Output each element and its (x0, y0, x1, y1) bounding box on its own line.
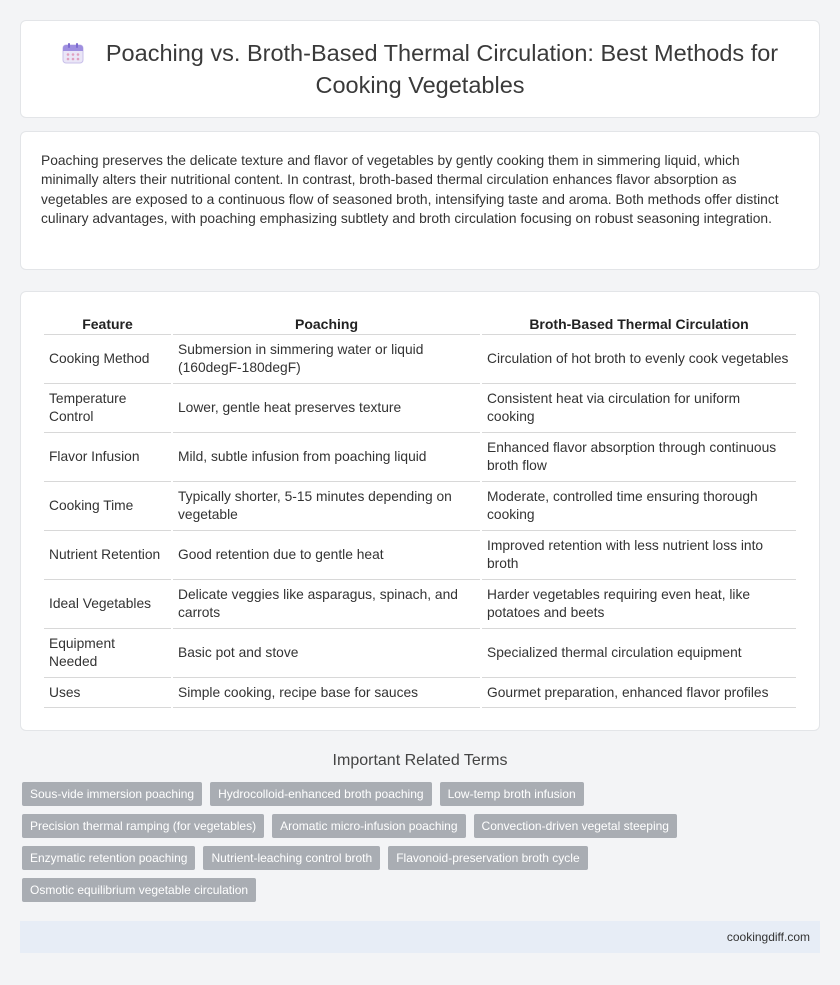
page-title (61, 39, 779, 100)
comparison-table (42, 315, 798, 708)
poaching-cell: Good retention due to gentle heat (173, 531, 480, 580)
related-tag[interactable]: Enzymatic retention poaching (22, 846, 195, 870)
poaching-cell: Submersion in simmering water or liquid (160degF-180degF) (173, 335, 480, 384)
related-tag[interactable]: Convection-driven vegetal steeping (474, 814, 677, 838)
page-title-text: Poaching vs. Broth-Based Thermal Circulation: Best Methods for Cooking Vegetables (105, 39, 779, 98)
broth-cell: Circulation of hot broth to evenly cook vegetables (482, 335, 796, 384)
feature-cell: Nutrient Retention (44, 531, 171, 580)
header-poaching: Poaching (173, 315, 480, 335)
table-row (44, 629, 796, 678)
related-tag[interactable]: Sous-vide immersion poaching (22, 782, 202, 806)
table-row (44, 384, 796, 433)
broth-cell: Consistent heat via circulation for uniform cooking (482, 384, 796, 433)
feature-cell: Flavor Infusion (44, 433, 171, 482)
poaching-cell: Mild, subtle infusion from poaching liquid (173, 433, 480, 482)
header-broth: Broth-Based Thermal Circulation (482, 315, 796, 335)
broth-cell: Gourmet preparation, enhanced flavor profiles (482, 678, 796, 708)
broth-cell: Moderate, controlled time ensuring thorough cooking (482, 482, 796, 531)
related-tag[interactable]: Nutrient-leaching control broth (203, 846, 380, 870)
broth-cell: Specialized thermal circulation equipment (482, 629, 796, 678)
feature-cell: Ideal Vegetables (44, 580, 171, 629)
feature-cell: Temperature Control (44, 384, 171, 433)
calendar-icon (62, 42, 84, 71)
related-tag[interactable]: Hydrocolloid-enhanced broth poaching (210, 782, 431, 806)
header-feature: Feature (44, 315, 171, 335)
related-tag[interactable]: Aromatic micro-infusion poaching (272, 814, 465, 838)
poaching-cell: Simple cooking, recipe base for sauces (173, 678, 480, 708)
table-row (44, 580, 796, 629)
title-card (20, 20, 820, 118)
related-tag[interactable]: Flavonoid-preservation broth cycle (388, 846, 587, 870)
table-header-row (44, 315, 796, 335)
intro-paragraph: Poaching preserves the delicate texture and flavor of vegetables by gently cooking them in simmering liquid, which minimally alters their nutritional content. In contrast, broth-based thermal circulation enhances flavor absorption as vegetables are exposed to a continuous flow of seasoned broth, intensifying taste and aroma. Both methods offer distinct culinary advantages, with poaching emphasizing subtlety and broth circulation focusing on robust seasoning integration. (41, 153, 779, 227)
related-terms-list (22, 782, 822, 902)
footer-site-link[interactable]: cookingdiff.com (726, 930, 810, 944)
related-terms-title: Important Related Terms (332, 752, 508, 769)
broth-cell: Improved retention with less nutrient loss into broth (482, 531, 796, 580)
feature-cell: Cooking Time (44, 482, 171, 531)
related-tag[interactable]: Low-temp broth infusion (440, 782, 584, 806)
related-tag[interactable]: Precision thermal ramping (for vegetables) (22, 814, 264, 838)
poaching-cell: Typically shorter, 5-15 minutes depending on vegetable (173, 482, 480, 531)
feature-cell: Uses (44, 678, 171, 708)
table-row (44, 678, 796, 708)
table-row (44, 531, 796, 580)
poaching-cell: Delicate veggies like asparagus, spinach, and carrots (173, 580, 480, 629)
feature-cell: Cooking Method (44, 335, 171, 384)
table-row (44, 335, 796, 384)
poaching-cell: Lower, gentle heat preserves texture (173, 384, 480, 433)
intro-card (20, 131, 820, 270)
feature-cell: Equipment Needed (44, 629, 171, 678)
related-tag[interactable]: Osmotic equilibrium vegetable circulation (22, 878, 256, 902)
poaching-cell: Basic pot and stove (173, 629, 480, 678)
table-row (44, 433, 796, 482)
table-row (44, 482, 796, 531)
footer (20, 921, 820, 953)
comparison-table-card (20, 291, 820, 731)
broth-cell: Harder vegetables requiring even heat, like potatoes and beets (482, 580, 796, 629)
broth-cell: Enhanced flavor absorption through continuous broth flow (482, 433, 796, 482)
